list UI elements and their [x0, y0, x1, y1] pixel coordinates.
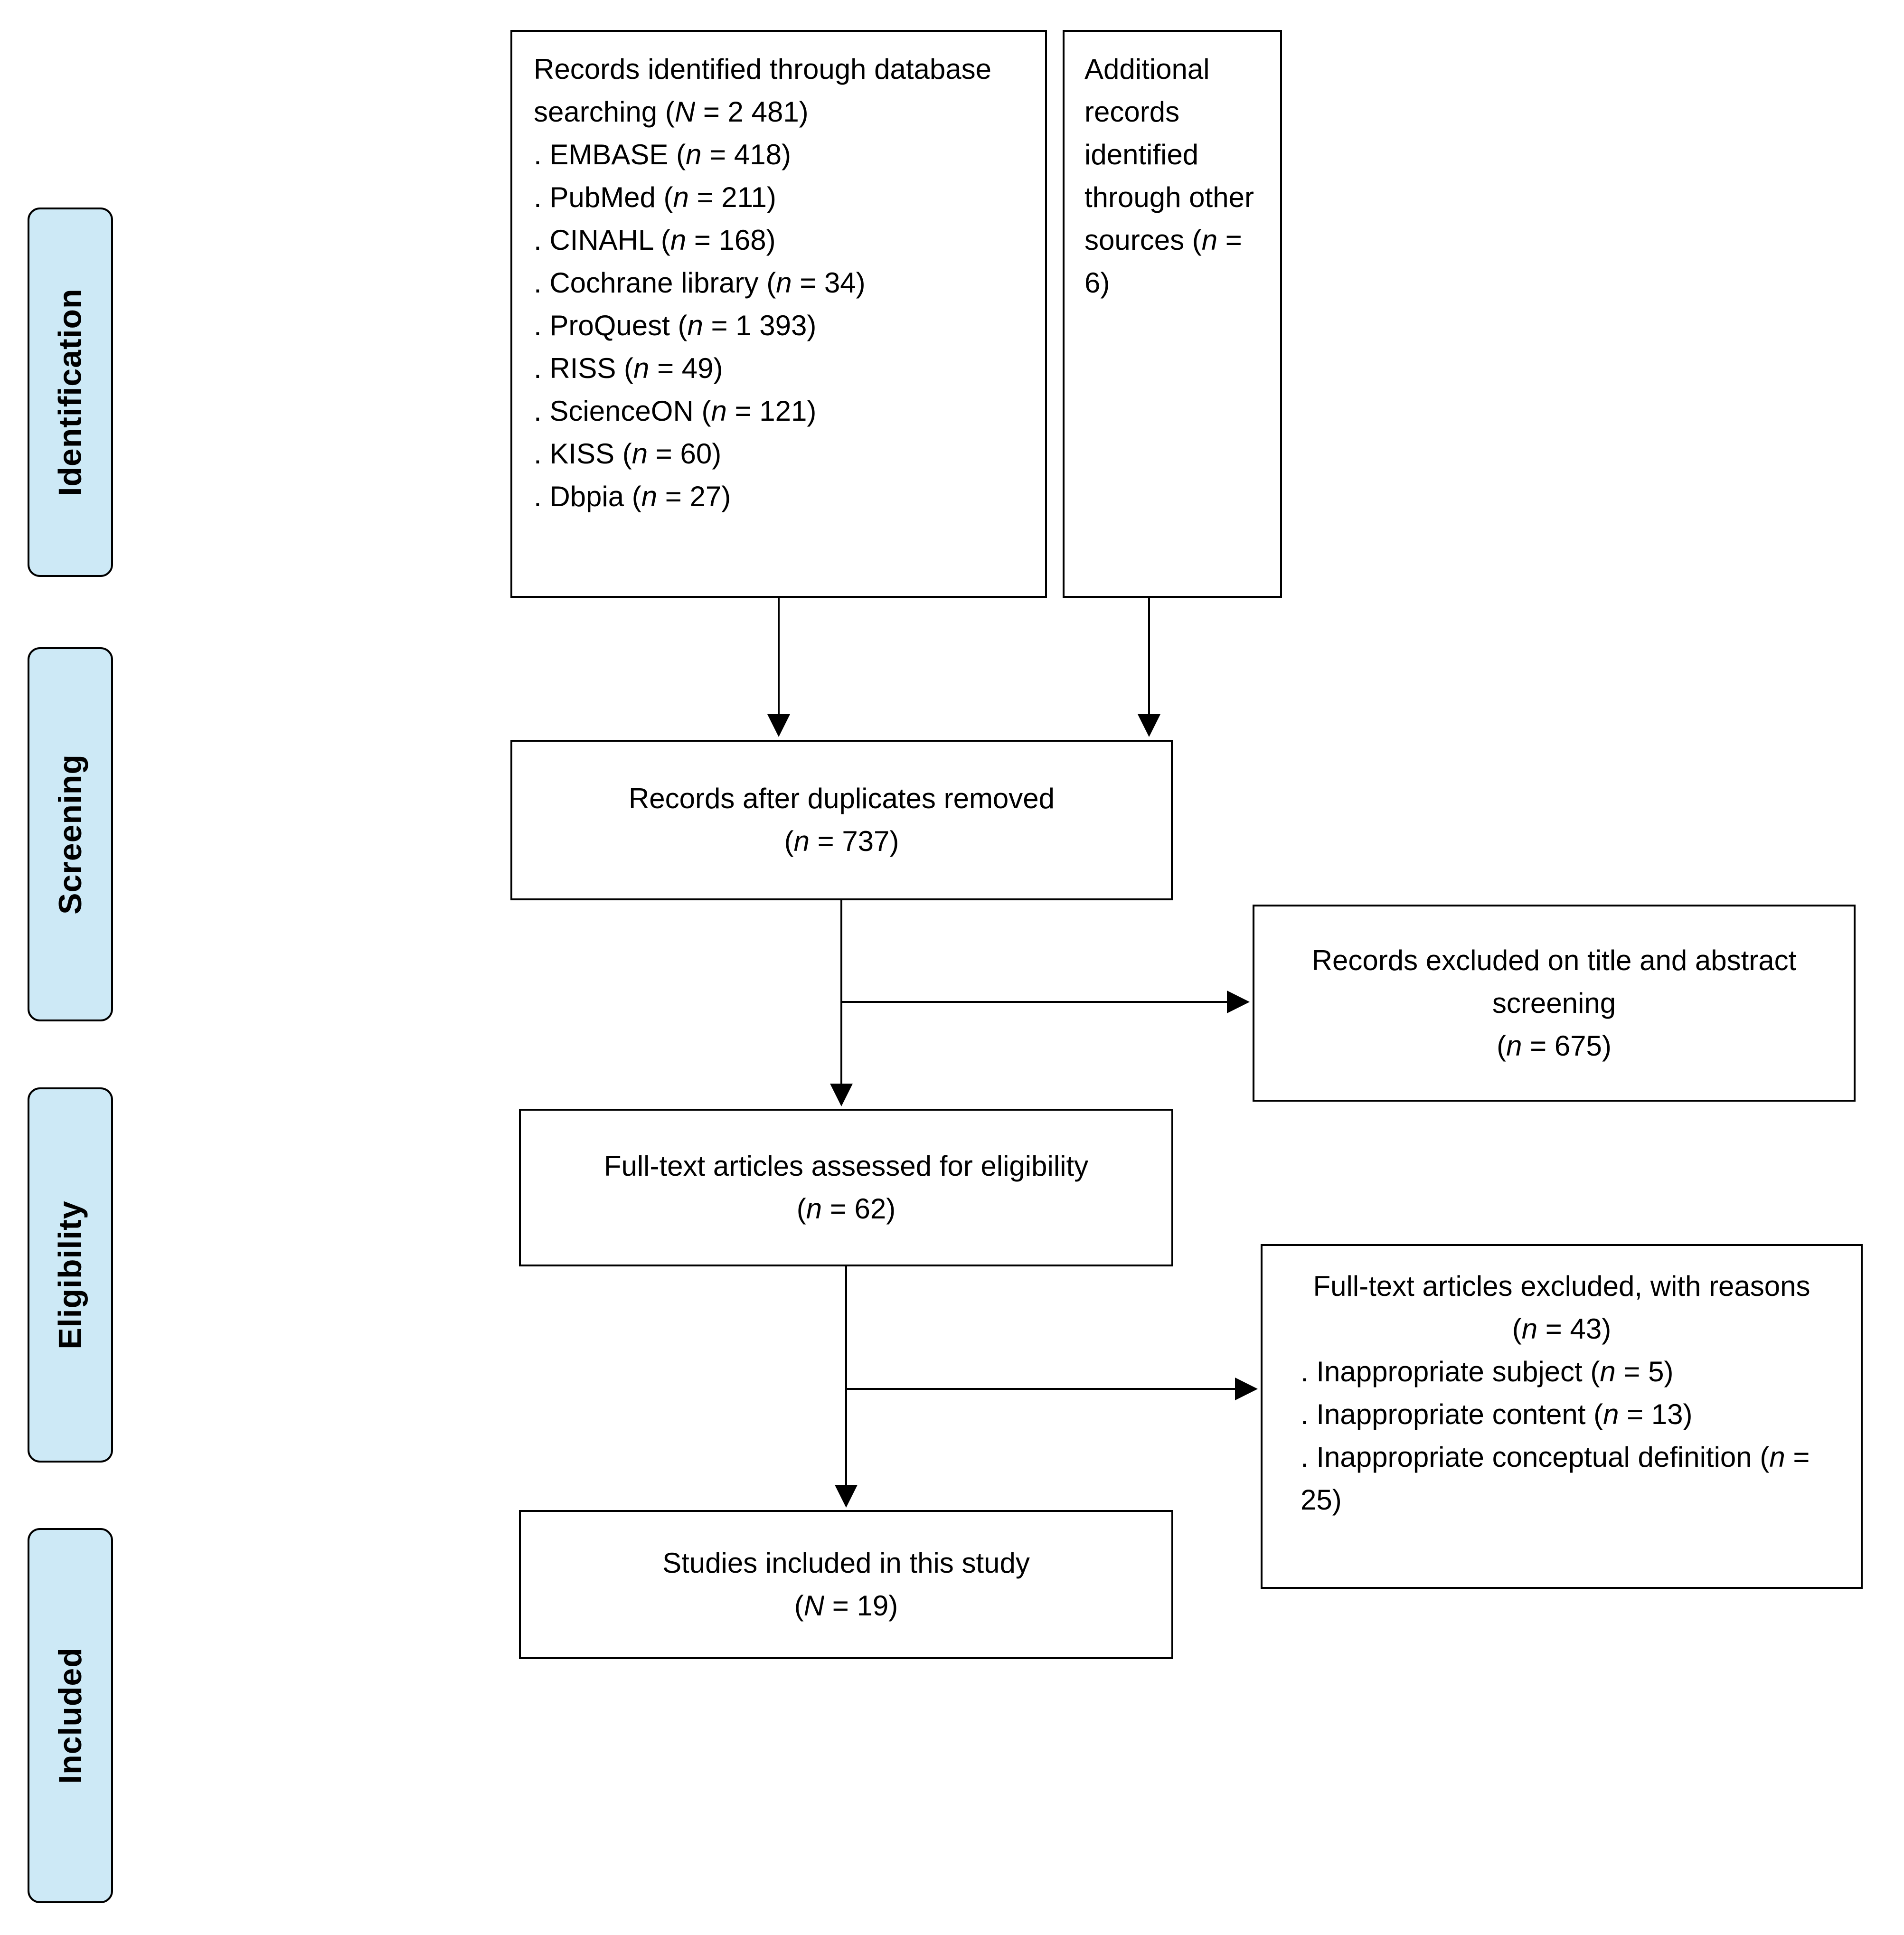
- records-identified-source-item: . KISS (n = 60): [534, 438, 722, 470]
- stage-screening-label: Screening: [52, 754, 88, 915]
- records-identified-title: Records identified through database searching (N = 2 481): [534, 53, 991, 128]
- duplicates-removed-count: (n = 737): [784, 825, 899, 857]
- duplicates-removed-text: Records after duplicates removed: [628, 783, 1055, 814]
- fulltext-excluded-reason-item: . Inappropriate content (n = 13): [1301, 1398, 1693, 1430]
- stage-eligibility: [28, 1087, 113, 1463]
- stage-screening: [28, 647, 113, 1021]
- stage-eligibility-label: Eligibility: [52, 1200, 88, 1350]
- box-fulltext-excluded: [1261, 1244, 1863, 1589]
- records-identified-source-item: . EMBASE (n = 418): [534, 139, 791, 170]
- stage-identification-label: Identification: [52, 288, 89, 496]
- fulltext-assessed-count: (n = 62): [796, 1193, 896, 1225]
- stage-included: [28, 1528, 113, 1903]
- box-duplicates-removed: [510, 740, 1173, 900]
- additional-records-text: Additional records identified through other sources (n = 6): [1084, 53, 1254, 299]
- records-identified-source-item: . Cochrane library (n = 34): [534, 267, 866, 299]
- records-identified-source-item: . ProQuest (n = 1 393): [534, 310, 817, 341]
- fulltext-excluded-reasons-list: [1301, 1350, 1823, 1521]
- box-additional-records: [1063, 30, 1282, 598]
- stage-included-label: Included: [52, 1647, 89, 1784]
- box-studies-included: [519, 1510, 1173, 1659]
- records-identified-source-item: . ScienceON (n = 121): [534, 395, 817, 427]
- records-identified-sources-list: [534, 133, 1024, 518]
- records-excluded-count: (n = 675): [1497, 1029, 1612, 1062]
- box-records-identified: [510, 30, 1047, 598]
- fulltext-assessed-text: Full-text articles assessed for eligibility: [603, 1150, 1089, 1182]
- records-excluded-text: Records excluded on title and abstract screening: [1311, 944, 1797, 1019]
- stage-identification: [28, 208, 113, 577]
- records-identified-source-item: . PubMed (n = 211): [534, 181, 776, 213]
- studies-included-text: Studies included in this study: [662, 1547, 1030, 1579]
- records-identified-source-item: . CINAHL (n = 168): [534, 224, 776, 256]
- box-records-excluded-screening: [1253, 905, 1856, 1102]
- studies-included-count: (N = 19): [794, 1590, 898, 1622]
- fulltext-excluded-reason-item: . Inappropriate conceptual definition (n = 25): [1301, 1441, 1810, 1516]
- records-identified-source-item: . RISS (n = 49): [534, 352, 723, 384]
- box-fulltext-assessed: [519, 1109, 1173, 1266]
- records-identified-source-item: . Dbpia (n = 27): [534, 481, 731, 512]
- fulltext-excluded-reason-item: . Inappropriate subject (n = 5): [1301, 1356, 1674, 1388]
- fulltext-excluded-title: Full-text articles excluded, with reasons (n = 43): [1313, 1270, 1810, 1345]
